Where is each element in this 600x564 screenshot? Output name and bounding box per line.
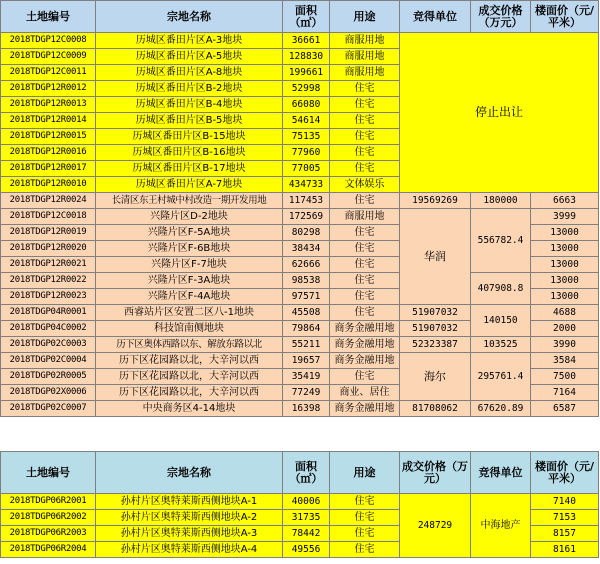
floor-price: 13000 bbox=[531, 289, 599, 305]
land-name: 历城区番田片区B-17地块 bbox=[96, 161, 283, 177]
table-row bbox=[1, 401, 599, 417]
deal-price: 140150 bbox=[471, 305, 531, 337]
land-area: 19657 bbox=[283, 353, 330, 369]
land-area: 36661 bbox=[283, 33, 330, 49]
land-area: 77960 bbox=[283, 145, 330, 161]
table-row bbox=[1, 494, 599, 510]
land-use: 住宅 bbox=[330, 145, 400, 161]
deal-price: 248729 bbox=[400, 494, 471, 558]
land-name: 孙村片区奥特莱斯西侧地块A-3 bbox=[96, 526, 283, 542]
floor-price: 13000 bbox=[531, 225, 599, 241]
header-row bbox=[1, 452, 599, 494]
land-code: 2018TDGP12C0008 bbox=[1, 33, 96, 49]
land-use: 住宅 bbox=[330, 129, 400, 145]
land-use: 住宅 bbox=[330, 526, 400, 542]
land-area: 77249 bbox=[283, 385, 330, 401]
floor-price: 4688 bbox=[531, 305, 599, 321]
stopped-notice: 停止出让 bbox=[400, 33, 599, 193]
land-name: 西睿站片区安置二区八-1地块 bbox=[96, 305, 283, 321]
winner: 海尔 bbox=[400, 353, 471, 401]
land-name: 兴隆片区F-6B地块 bbox=[96, 241, 283, 257]
land-name: 历下区花园路以北，大辛河以西 bbox=[96, 385, 283, 401]
land-code: 2018TDGP04R0001 bbox=[1, 305, 96, 321]
land-name: 历城区番田片区A-8地块 bbox=[96, 65, 283, 81]
header-use: 用途 bbox=[330, 1, 400, 33]
land-name: 历城区番田片区B-2地块 bbox=[96, 81, 283, 97]
land-code: 2018TDGP12R0016 bbox=[1, 145, 96, 161]
winner: 19569269 bbox=[400, 193, 471, 209]
land-name: 孙村片区奥特莱斯西侧地块A-4 bbox=[96, 542, 283, 558]
land-use: 文体娱乐 bbox=[330, 177, 400, 193]
header-row bbox=[1, 1, 599, 33]
land-code: 2018TDGP02C0007 bbox=[1, 401, 96, 417]
deal-price: 407908.8 bbox=[471, 273, 531, 305]
land-area: 35419 bbox=[283, 369, 330, 385]
land-area: 55211 bbox=[283, 337, 330, 353]
header-name: 宗地名称 bbox=[96, 452, 283, 494]
land-code: 2018TDGP02X0006 bbox=[1, 385, 96, 401]
header-area: 面积（㎡） bbox=[283, 1, 330, 33]
land-name: 兴隆片区F-7地块 bbox=[96, 257, 283, 273]
header-winner: 竞得单位 bbox=[400, 1, 471, 33]
land-code: 2018TDGP12R0013 bbox=[1, 97, 96, 113]
land-use: 商业、居住 bbox=[330, 385, 400, 401]
floor-price: 7500 bbox=[531, 369, 599, 385]
land-name: 历城区番田片区A-5地块 bbox=[96, 49, 283, 65]
land-name: 历城区番田片区B-4地块 bbox=[96, 97, 283, 113]
deal-price: 295761.4 bbox=[471, 353, 531, 401]
table-row bbox=[1, 33, 599, 49]
header-use: 用途 bbox=[330, 452, 400, 494]
land-area: 434733 bbox=[283, 177, 330, 193]
land-code: 2018TDGP12R0019 bbox=[1, 225, 96, 241]
floor-price: 3990 bbox=[531, 337, 599, 353]
floor-price: 6663 bbox=[531, 193, 599, 209]
land-use: 商服用地 bbox=[330, 33, 400, 49]
land-use: 商务金融用地 bbox=[330, 401, 400, 417]
header-name: 宗地名称 bbox=[96, 1, 283, 33]
land-code: 2018TDGP06R2003 bbox=[1, 526, 96, 542]
land-area: 78442 bbox=[283, 526, 330, 542]
land-area: 128830 bbox=[283, 49, 330, 65]
header-floor-price: 楼面价（元/平米） bbox=[531, 1, 599, 33]
winner: 华润 bbox=[400, 209, 471, 305]
land-code: 2018TDGP12R0024 bbox=[1, 193, 96, 209]
land-code: 2018TDGP06R2004 bbox=[1, 542, 96, 558]
land-use: 商务金融用地 bbox=[330, 337, 400, 353]
header-code: 土地编号 bbox=[1, 1, 96, 33]
land-name: 历下区花园路以北，大辛河以西 bbox=[96, 369, 283, 385]
land-area: 77005 bbox=[283, 161, 330, 177]
land-use: 住宅 bbox=[330, 510, 400, 526]
land-name: 科技馆南侧地块 bbox=[96, 321, 283, 337]
floor-price: 2000 bbox=[531, 321, 599, 337]
winner: 81708062 bbox=[400, 401, 471, 417]
header-price: 成交价格（万元） bbox=[471, 1, 531, 33]
land-area: 38434 bbox=[283, 241, 330, 257]
land-use: 住宅 bbox=[330, 305, 400, 321]
land-name: 历下区奥体西路以东、解放东路以北 bbox=[96, 337, 283, 353]
land-name: 历城区番田片区A-7地块 bbox=[96, 177, 283, 193]
land-area: 80298 bbox=[283, 225, 330, 241]
land-name: 兴隆片区D-2地块 bbox=[96, 209, 283, 225]
land-code: 2018TDGP12R0010 bbox=[1, 177, 96, 193]
floor-price: 7153 bbox=[531, 510, 599, 526]
table-row bbox=[1, 337, 599, 353]
land-name: 兴隆片区F-5A地块 bbox=[96, 225, 283, 241]
floor-price: 6587 bbox=[531, 401, 599, 417]
deal-price: 103525 bbox=[471, 337, 531, 353]
land-area: 79864 bbox=[283, 321, 330, 337]
land-name: 长清区东王村城中村改造一期开发用地 bbox=[96, 193, 283, 209]
land-name: 兴隆片区F-4A地块 bbox=[96, 289, 283, 305]
land-area: 75135 bbox=[283, 129, 330, 145]
header-floor-price: 楼面价（元/平米） bbox=[531, 452, 599, 494]
land-area: 16398 bbox=[283, 401, 330, 417]
winner: 中海地产 bbox=[471, 494, 531, 558]
deal-price: 180000 bbox=[471, 193, 531, 209]
land-use: 住宅 bbox=[330, 257, 400, 273]
floor-price: 8161 bbox=[531, 542, 599, 558]
land-use: 住宅 bbox=[330, 225, 400, 241]
land-use: 住宅 bbox=[330, 81, 400, 97]
land-area: 66080 bbox=[283, 97, 330, 113]
table-row bbox=[1, 193, 599, 209]
floor-price: 13000 bbox=[531, 273, 599, 289]
land-area: 45508 bbox=[283, 305, 330, 321]
table-row bbox=[1, 353, 599, 369]
land-use: 商务金融用地 bbox=[330, 353, 400, 369]
header-winner: 竞得单位 bbox=[471, 452, 531, 494]
land-use: 商务金融用地 bbox=[330, 321, 400, 337]
land-area: 49556 bbox=[283, 542, 330, 558]
land-use: 住宅 bbox=[330, 193, 400, 209]
land-name: 历下区花园路以北，大辛河以西 bbox=[96, 353, 283, 369]
land-name: 孙村片区奥特莱斯西侧地块A-1 bbox=[96, 494, 283, 510]
land-code: 2018TDGP04C0002 bbox=[1, 321, 96, 337]
land-use: 住宅 bbox=[330, 97, 400, 113]
land-name: 孙村片区奥特莱斯西侧地块A-2 bbox=[96, 510, 283, 526]
header-code: 土地编号 bbox=[1, 452, 96, 494]
land-code: 2018TDGP12R0022 bbox=[1, 273, 96, 289]
floor-price: 8157 bbox=[531, 526, 599, 542]
header-price: 成交价格（万元） bbox=[400, 452, 471, 494]
land-name: 历城区番田片区B-16地块 bbox=[96, 145, 283, 161]
header-area: 面积（㎡） bbox=[283, 452, 330, 494]
land-area: 199661 bbox=[283, 65, 330, 81]
winner: 52323387 bbox=[400, 337, 471, 353]
floor-price: 13000 bbox=[531, 241, 599, 257]
land-code: 2018TDGP12R0015 bbox=[1, 129, 96, 145]
land-code: 2018TDGP06R2001 bbox=[1, 494, 96, 510]
land-use: 住宅 bbox=[330, 542, 400, 558]
floor-price: 3584 bbox=[531, 353, 599, 369]
deal-price: 556782.4 bbox=[471, 209, 531, 273]
land-code: 2018TDGP12R0014 bbox=[1, 113, 96, 129]
land-area: 172569 bbox=[283, 209, 330, 225]
floor-price: 3999 bbox=[531, 209, 599, 225]
land-area: 117453 bbox=[283, 193, 330, 209]
winner: 51907032 bbox=[400, 305, 471, 321]
table-row bbox=[1, 305, 599, 321]
deal-price: 67620.89 bbox=[471, 401, 531, 417]
land-use: 商服用地 bbox=[330, 65, 400, 81]
land-use: 住宅 bbox=[330, 273, 400, 289]
land-auction-table-2 bbox=[0, 451, 599, 558]
table-row bbox=[1, 209, 599, 225]
land-use: 住宅 bbox=[330, 241, 400, 257]
land-code: 2018TDGP02C0003 bbox=[1, 337, 96, 353]
land-code: 2018TDGP02C0004 bbox=[1, 353, 96, 369]
land-use: 住宅 bbox=[330, 369, 400, 385]
land-name: 历城区番田片区A-3地块 bbox=[96, 33, 283, 49]
land-area: 31735 bbox=[283, 510, 330, 526]
land-use: 商服用地 bbox=[330, 209, 400, 225]
land-code: 2018TDGP12R0020 bbox=[1, 241, 96, 257]
land-area: 97571 bbox=[283, 289, 330, 305]
land-code: 2018TDGP12R0021 bbox=[1, 257, 96, 273]
floor-price: 7164 bbox=[531, 385, 599, 401]
land-area: 62666 bbox=[283, 257, 330, 273]
land-area: 98538 bbox=[283, 273, 330, 289]
land-code: 2018TDGP12C0009 bbox=[1, 49, 96, 65]
land-code: 2018TDGP12R0023 bbox=[1, 289, 96, 305]
land-name: 兴隆片区F-3A地块 bbox=[96, 273, 283, 289]
land-use: 商服用地 bbox=[330, 49, 400, 65]
winner: 51907032 bbox=[400, 321, 471, 337]
land-area: 54614 bbox=[283, 113, 330, 129]
land-name: 历城区番田片区B-15地块 bbox=[96, 129, 283, 145]
land-use: 住宅 bbox=[330, 494, 400, 510]
land-code: 2018TDGP12R0017 bbox=[1, 161, 96, 177]
floor-price: 13000 bbox=[531, 257, 599, 273]
land-name: 中央商务区4-14地块 bbox=[96, 401, 283, 417]
land-use: 住宅 bbox=[330, 113, 400, 129]
floor-price: 7140 bbox=[531, 494, 599, 510]
land-code: 2018TDGP02R0005 bbox=[1, 369, 96, 385]
land-area: 52998 bbox=[283, 81, 330, 97]
land-use: 住宅 bbox=[330, 289, 400, 305]
land-code: 2018TDGP12C0011 bbox=[1, 65, 96, 81]
land-name: 历城区番田片区B-5地块 bbox=[96, 113, 283, 129]
land-code: 2018TDGP12R0012 bbox=[1, 81, 96, 97]
table-row bbox=[1, 273, 599, 289]
land-use: 住宅 bbox=[330, 161, 400, 177]
land-code: 2018TDGP12C0018 bbox=[1, 209, 96, 225]
land-area: 40006 bbox=[283, 494, 330, 510]
land-code: 2018TDGP06R2002 bbox=[1, 510, 96, 526]
